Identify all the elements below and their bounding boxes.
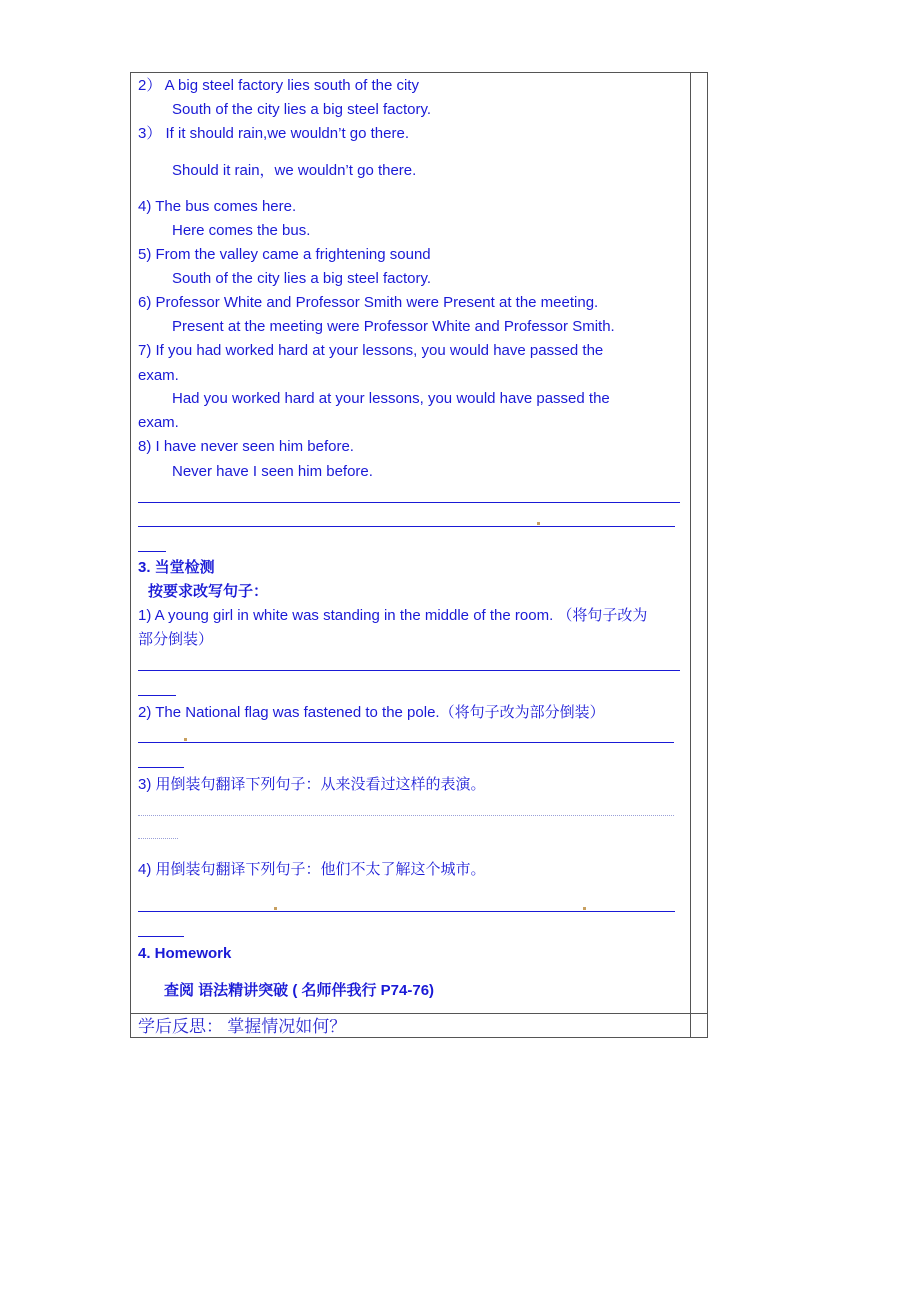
- item-5-original: 5) From the valley came a frightening sound: [138, 246, 431, 263]
- item-7-original: 7) If you had worked hard at your lessons, you would have passed the: [138, 342, 604, 359]
- column-divider: [690, 73, 691, 1037]
- item-7-inverted: Had you worked hard at your lessons, you would have passed the: [172, 390, 610, 407]
- item-2-inverted: South of the city lies a big steel factory.: [172, 101, 432, 118]
- section-3-instruction: 按要求改写句子：: [148, 583, 269, 600]
- reflection-prompt: 学后反思： 掌握情况如何？: [138, 1017, 347, 1036]
- answer-line: [138, 838, 178, 839]
- section-4-title: 4. Homework: [138, 945, 232, 962]
- item-6-original: 6) Professor White and Professor Smith were Present at the meeting.: [138, 294, 599, 311]
- item-2-original: 2） A big steel factory lies south of the city: [138, 77, 419, 94]
- item-6-inverted: Present at the meeting were Professor White and Professor Smith.: [172, 318, 615, 335]
- item-3-inverted: Should it rain，we wouldn’t go there.: [172, 162, 417, 179]
- anchor-mark: [274, 907, 277, 910]
- item-7-original-cont: exam.: [138, 367, 179, 384]
- answer-line: [138, 911, 675, 912]
- homework-task: 查阅 语法精讲突破 ( 名师伴我行 P74-76): [164, 982, 435, 999]
- question-4: 4) 用倒装句翻译下列句子：他们不太了解这个城市。: [138, 861, 486, 878]
- answer-line: [138, 670, 680, 671]
- answer-line: [138, 695, 176, 696]
- question-1: 1) A young girl in white was standing in the middle of the room. （将句子改为: [138, 607, 648, 624]
- anchor-mark: [583, 907, 586, 910]
- answer-line: [138, 742, 674, 743]
- question-2: 2) The National flag was fastened to the pole.（将句子改为部分倒装）: [138, 704, 605, 721]
- section-3-title: 3. 当堂检测: [138, 559, 215, 576]
- row-divider: [131, 1013, 707, 1014]
- question-3: 3) 用倒装句翻译下列句子：从来没看过这样的表演。: [138, 776, 486, 793]
- item-4-original: 4) The bus comes here.: [138, 198, 297, 215]
- answer-line: [138, 767, 184, 768]
- item-4-inverted: Here comes the bus.: [172, 222, 311, 239]
- item-8-original: 8) I have never seen him before.: [138, 438, 354, 455]
- item-7-inverted-cont: exam.: [138, 414, 179, 431]
- answer-line: [138, 551, 166, 552]
- answer-line: [138, 502, 680, 503]
- answer-line: [138, 936, 184, 937]
- anchor-mark: [537, 522, 540, 525]
- question-1-cont: 部分倒装）: [138, 631, 214, 648]
- answer-line: [138, 526, 675, 527]
- item-5-inverted: South of the city lies a big steel factory.: [172, 270, 432, 287]
- item-3-original: 3） If it should rain,we wouldn’t go there.: [138, 125, 409, 142]
- item-8-inverted: Never have I seen him before.: [172, 463, 373, 480]
- anchor-mark: [184, 738, 187, 741]
- answer-line: [138, 815, 674, 816]
